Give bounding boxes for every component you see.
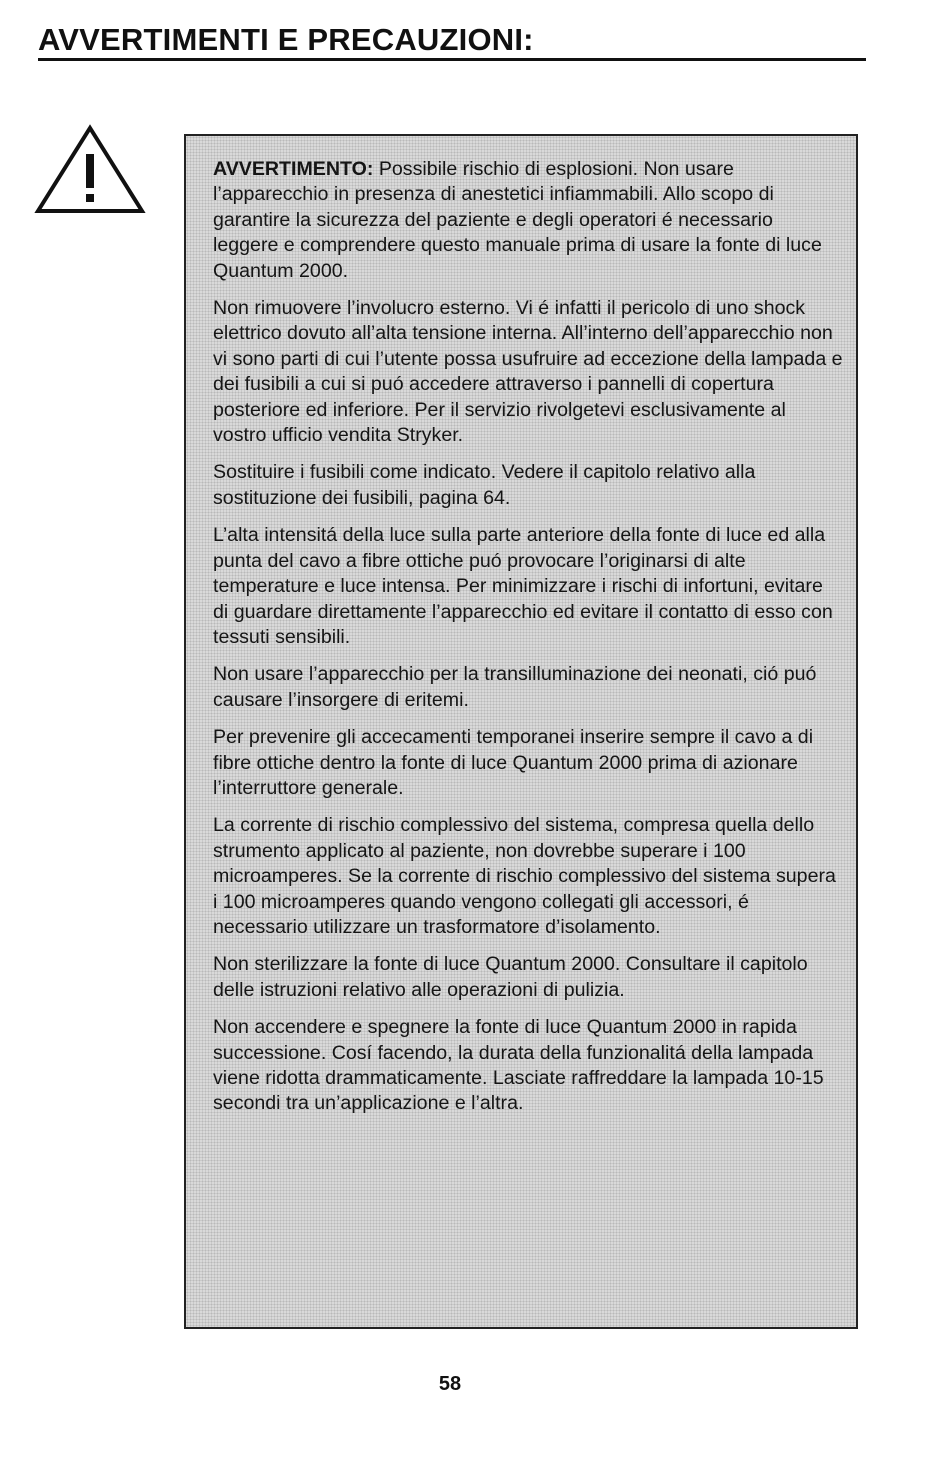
warning-box [184, 134, 858, 1329]
warning-paragraph-sterilization: Non sterilizzare la fonte di luce Quantum 2000. Consultare il capitolo delle istruzioni relativo alle operazioni di pulizia. [213, 953, 808, 1001]
warning-lead-text: Possibile rischio di esplosioni. Non usare l’apparecchio in presenza di anestetici infiammabili. Allo scopo di garantire la sicurezza del paziente e degli operatori é necessario leggere e comprendere questo manuale prima di usare la fonte di luce Quantum 2000. [213, 158, 822, 282]
warning-paragraph-fuses: Sostituire i fusibili come indicato. Vedere il capitolo relativo alla sostituzione dei fusibili, pagina 64. [213, 461, 756, 509]
warning-paragraph-leakage-current: La corrente di rischio complessivo del sistema, compresa quella dello strumento applicato al paziente, non dovrebbe superare i 100 microamperes. Se la corrente di rischio complessivo del sistema supera i 100 microamperes quando vengono collegati gli accessori, é necessario utilizzare un trasformatore d’isolamento. [213, 814, 836, 938]
page-number: 58 [438, 1373, 462, 1395]
warning-paragraph-light-intensity: L’alta intensitá della luce sulla parte anteriore della fonte di luce ed alla punta del cavo a fibre ottiche puó provocare l’originarsi di alte temperature e luce intensa. Per minimizzare i rischi di infortuni, evitare di guardare direttamente l’apparecchio ed evitare il contatto di esso con tessuti sensibili. [213, 524, 833, 648]
warning-paragraph-transillumination: Non usare l’apparecchio per la transilluminazione dei neonati, ció puó causare l’insorgere di eritemi. [213, 663, 817, 711]
warning-triangle-icon [34, 124, 146, 216]
warning-paragraph-fiber-cable: Per prevenire gli accecamenti temporanei inserire sempre il cavo a di fibre ottiche dentro la fonte di luce Quantum 2000 prima di azionare l’interruttore generale. [213, 726, 814, 799]
warning-paragraph-explosion [213, 157, 843, 284]
warning-paragraph-electric-shock: Non rimuovere l’involucro esterno. Vi é infatti il pericolo di uno shock elettrico dovuto all’alta tensione interna. All’interno dell’apparecchio non vi sono parti di cui l’utente possa usufruire ad eccezione della lampada e dei fusibili a cui si puó accedere attraverso i pannelli di copertura posteriore ed inferiore. Per il servizio rivolgetevi esclusivamente al vostro ufficio vendita Stryker. [213, 297, 843, 447]
warning-text-block [213, 157, 843, 1129]
warning-lead-label: AVVERTIMENTO: [213, 158, 374, 180]
warning-paragraph-power-cycling: Non accendere e spegnere la fonte di luce Quantum 2000 in rapida successione. Cosí facendo, la durata della funzionalitá della lampada viene ridotta drammaticamente. Lasciate raffreddare la lampada 10-15 secondi tra un’applicazione e l’altra. [213, 1016, 824, 1115]
page-title: AVVERTIMENTI E PRECAUZIONI: [38, 22, 866, 61]
